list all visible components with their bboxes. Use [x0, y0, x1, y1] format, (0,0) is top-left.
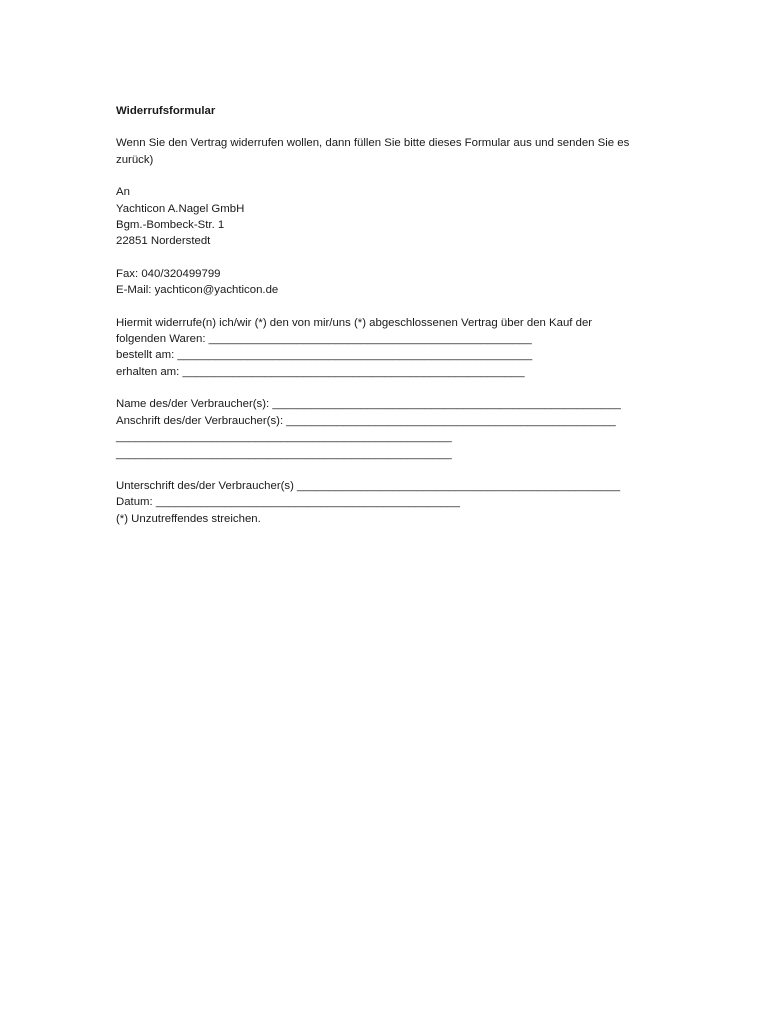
- recipient-street: Bgm.-Bombeck-Str. 1: [116, 219, 225, 232]
- declaration-text: Hiermit widerrufe(n) ich/wir (*) den von mir/uns (*) abgeschlossenen Vertrag über den Kauf der: [116, 316, 593, 329]
- received-date-field: erhalten am: ______________________________________________________: [116, 365, 525, 378]
- consumer-section: [116, 396, 661, 462]
- recipient-address: [116, 184, 661, 250]
- fax-number: Fax: 040/320499799: [116, 267, 221, 280]
- date-field: Datum: ________________________________________________: [116, 496, 460, 509]
- ordered-date-field: bestellt am: ________________________________________________________: [116, 349, 533, 362]
- recipient-city: 22851 Norderstedt: [116, 235, 211, 248]
- recipient-line: An: [116, 186, 130, 199]
- consumer-address-field: Anschrift des/der Verbraucher(s): ____________________________________________________: [116, 414, 616, 427]
- footnote: (*) Unzutreffendes streichen.: [116, 512, 261, 525]
- contact-info: [116, 266, 661, 299]
- consumer-name-field: Name des/der Verbraucher(s): _______________________________________________________: [116, 398, 621, 411]
- email-address: E-Mail: yachticon@yachticon.de: [116, 284, 279, 297]
- goods-field: folgenden Waren: ___________________________________________________: [116, 333, 532, 346]
- form-content: [116, 103, 661, 543]
- signature-field: Unterschrift des/der Verbraucher(s) ___________________________________________________: [116, 479, 621, 492]
- signature-section: [116, 478, 661, 527]
- recipient-company: Yachticon A.Nagel GmbH: [116, 202, 245, 215]
- declaration-section: [116, 315, 661, 381]
- form-intro: Wenn Sie den Vertrag widerrufen wollen, dann füllen Sie bitte dieses Formular aus und senden Sie es zurück): [116, 137, 630, 166]
- form-title: Widerrufsformular: [116, 105, 216, 117]
- consumer-address-line: _____________________________________________________: [116, 447, 452, 460]
- consumer-address-line: _____________________________________________________: [116, 431, 452, 444]
